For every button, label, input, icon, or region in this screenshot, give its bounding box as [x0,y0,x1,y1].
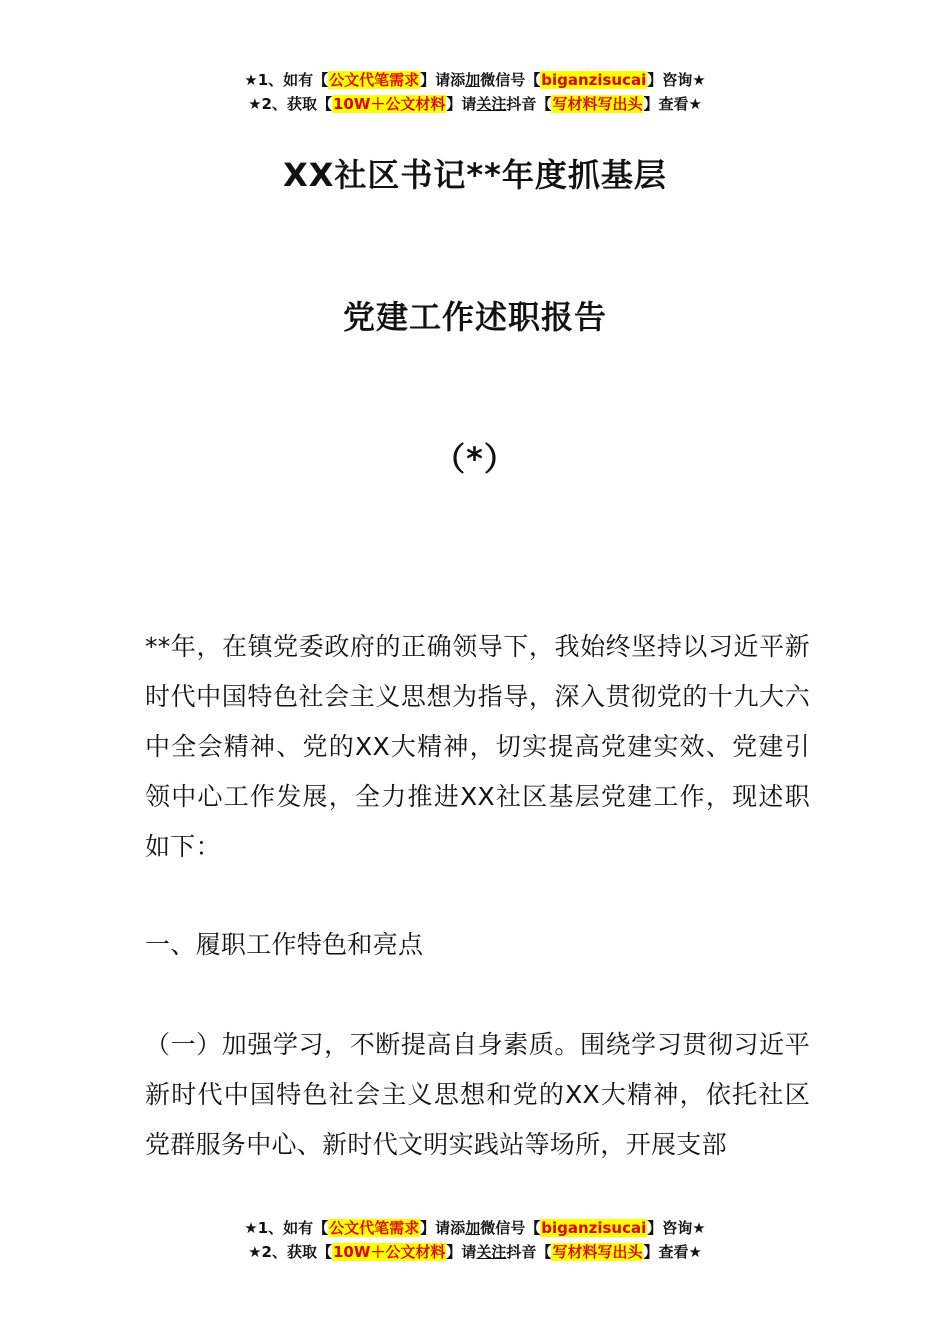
banner-text: 】请 [446,1243,477,1261]
banner-highlight: 10W＋公文材料 [332,1243,446,1261]
banner-text: ★2、获取【 [248,1243,332,1261]
banner-line-2 [0,92,950,116]
banner-underline: 加 [465,71,481,89]
banner-line-1 [0,68,950,92]
banner-text: 】咨询★ [647,1219,706,1237]
banner-text: 】查看★ [643,1243,702,1261]
intro-paragraph: **年，在镇党委政府的正确领导下，我始终坚持以习近平新时代中国特色社会主义思想为指导，深入贯彻党的十九大六中全会精神、党的XX大精神，切实提高党建实效、党建引领中心工作发展，全力推进XX社区基层党建工作，现述职如下： [145,632,810,861]
banner-text: 】请添 [420,71,466,89]
banner-text: 】请 [446,95,477,113]
banner-douyin-id: 写材料写出头 [552,1243,643,1261]
banner-text: 微信号【 [480,1219,541,1237]
banner-text: 】请添 [420,1219,466,1237]
banner-text: 微信号【 [480,71,541,89]
section-heading-1: 一、履职工作特色和亮点 [145,930,424,959]
document-title-line-1: XX社区书记**年度抓基层 [283,156,667,194]
banner-underline: 关注 [476,95,507,113]
banner-line-2 [0,1240,950,1264]
banner-highlight: 公文代笔需求 [329,1219,420,1237]
document-title-number: （*） [433,440,517,478]
banner-text: ★1、如有【 [244,71,329,89]
section-paragraph-1: （一）加强学习，不断提高自身素质。围绕学习贯彻习近平新时代中国特色社会主义思想和党的XX大精神，依托社区党群服务中心、新时代文明实践站等场所，开展支部 [145,1030,810,1159]
banner-text: 抖音【 [506,95,552,113]
footer-banner [0,1216,950,1264]
banner-douyin-id: 写材料写出头 [552,95,643,113]
banner-highlight: 公文代笔需求 [329,71,420,89]
header-banner [0,68,950,116]
document-title-line-2: 党建工作述职报告 [342,298,607,336]
banner-text: 】查看★ [643,95,702,113]
banner-underline: 关注 [476,1243,507,1261]
banner-text: ★1、如有【 [244,1219,329,1237]
banner-text: 】咨询★ [647,71,706,89]
banner-highlight: 10W＋公文材料 [332,95,446,113]
banner-underline: 加 [465,1219,481,1237]
banner-text: ★2、获取【 [248,95,332,113]
banner-text: 抖音【 [506,1243,552,1261]
banner-wechat-id: biganzisucai [541,1219,647,1237]
banner-wechat-id: biganzisucai [541,71,647,89]
banner-line-1 [0,1216,950,1240]
